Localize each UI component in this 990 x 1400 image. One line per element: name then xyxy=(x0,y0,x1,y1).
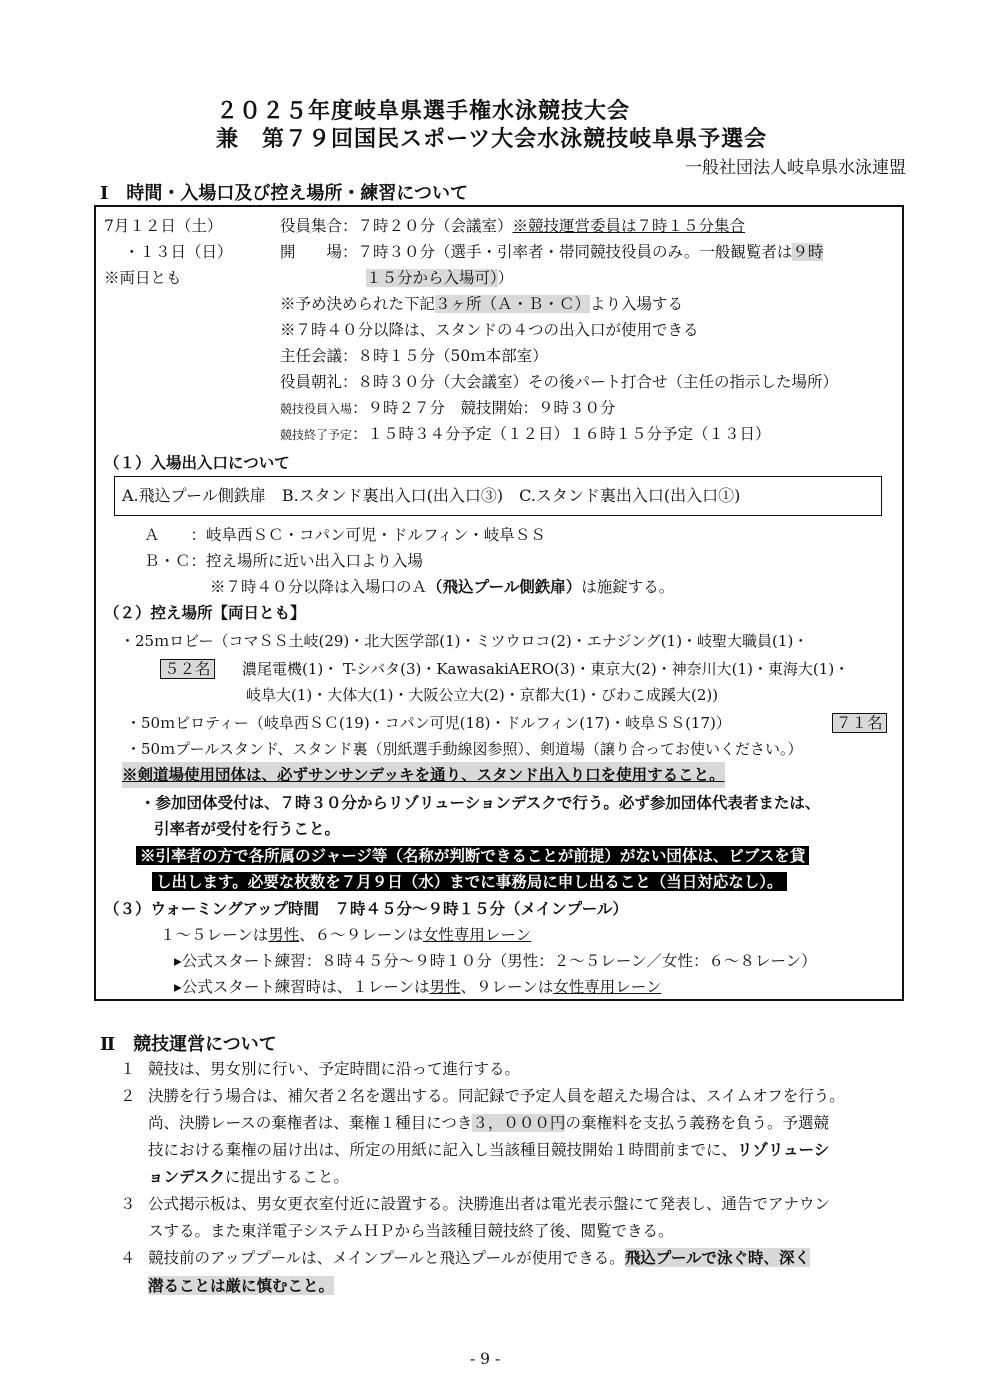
entrance-bc: Ｂ・Ｃ：控え場所に近い出入口より入場 xyxy=(144,552,424,570)
reception-line2: 引率者が受付を行うこと。 xyxy=(154,819,341,838)
schedule-opening: 開 場：７時３０分（選手・引率者・帯同競技役員のみ。一般観覧者は９時 xyxy=(280,243,824,261)
title-line2: 兼 第７９回国民スポーツ大会水泳競技岐阜県予選会 xyxy=(216,126,768,152)
title-line1: ２０２５年度岐阜県選手権水泳競技大会 xyxy=(216,98,631,124)
section1-heading: Ⅰ 時間・入場口及び控え場所・練習について xyxy=(100,183,469,204)
item3-line1: 公式掲示板は、男女更衣室付近に設置する。決勝進出者は電光表示盤にて発表し、通告でアナウン xyxy=(148,1195,831,1213)
lobby-line1: ・25ｍロビー（コマＳＳ土岐(29)・北大医学部(1)・ミツウロコ(2)・エナジング(1)・岐聖大職員(1)・ xyxy=(120,632,809,650)
lobby-count: ５２名 xyxy=(160,656,215,682)
entrance-lock-note: ※７時４０分以降は入場口のＡ（飛込プール側鉄扉）は施錠する。 xyxy=(210,577,675,596)
schedule-end: 競技終了予定：１５時３４分予定（１２日）１６時１５分予定（１３日） xyxy=(280,425,771,443)
kendo-note: ※剣道場使用団体は、必ずサンサンデッキを通り、スタンド出入り口を使用すること。 xyxy=(122,762,725,788)
item1-number: １ xyxy=(120,1060,136,1078)
date-12: 7月１２日（土） xyxy=(104,217,223,235)
piloti-count: ７１名 xyxy=(832,710,887,736)
schedule-chief-meeting: 主任会議：８時１５分（50ｍ本部室） xyxy=(280,347,548,365)
schedule-opening-cont: １５分から入場可）） xyxy=(366,269,514,287)
item3-number: ３ xyxy=(120,1195,136,1213)
schedule-officials-gather: 役員集合：７時２０分（会議室）※競技運営委員は７時１５分集合 xyxy=(280,217,746,235)
entrances-heading: （１）入場出入口について xyxy=(104,453,290,472)
item2-number: ２ xyxy=(120,1087,136,1105)
entrance-a: Ａ ：岐阜西ＳＣ・コパン可児・ドルフィン・岐阜ＳＳ xyxy=(144,526,546,544)
start-practice-lanes: ▸公式スタート練習時は、１レーンは男性、９レーンは女性専用レーン xyxy=(174,978,662,996)
lobby-line2: 濃尾電機(1)・ T-シバタ(3)・KawasakiAERO(3)・東京大(2)・神奈川大(1)・東海大(1)・ xyxy=(242,660,850,678)
item3-line2: スする。また東洋電子システムＨＰから当該種目競技終了後、閲覧できる。 xyxy=(148,1222,674,1240)
piloti-line: ・50ｍピロティー（岐阜西ＳＣ(19)・コパン可児(18)・ドルフィン(17)・岐阜ＳＳ(17)） xyxy=(126,714,731,732)
section2-heading: Ⅱ 競技運営について xyxy=(100,1034,277,1055)
page-number: - 9 - xyxy=(470,1350,501,1368)
stand-line: ・50ｍプールスタンド、スタンド裏（別紙選手動線図参照）、剣道場（譲り合ってお使いください。） xyxy=(126,740,803,758)
item4-line1: 競技前のアッププールは、メインプールと飛込プールが使用できる。飛込プールで泳ぐ時、深く xyxy=(148,1248,811,1267)
bibs-line2: し出します。必要な枚数を７月９日（水）までに事務局に申し出ること（当日対応なし）。 xyxy=(152,869,787,895)
warmup-lanes: １～５レーンは男性、６～９レーンは女性専用レーン xyxy=(160,926,532,944)
item4-number: ４ xyxy=(120,1249,136,1267)
date-both: ※両日とも xyxy=(104,269,182,287)
schedule-entry-note: ※予め決められた下記３ヶ所（Ａ・Ｂ・Ｃ）より入場する xyxy=(280,295,684,313)
waiting-heading: （２）控え場所【両日とも】 xyxy=(104,603,306,622)
reception-line1: ・参加団体受付は、７時３０分からリゾリューションデスクで行う。必ず参加団体代表者または、 xyxy=(140,793,821,812)
item2-line4: ョンデスクに提出すること。 xyxy=(148,1167,349,1186)
item2-line2: 尚、決勝レースの棄権者は、棄権１種目につき３，０００円の棄権料を支払う義務を負う。予選競 xyxy=(148,1114,829,1132)
item1-text: 競技は、男女別に行い、予定時間に沿って進行する。 xyxy=(148,1060,521,1078)
date-13: ・１３日（日） xyxy=(124,243,233,261)
schedule-after-740: ※７時４０分以降は、スタンドの４つの出入口が使用できる xyxy=(280,321,699,339)
schedule-morning-assembly: 役員朝礼：８時３０分（大会議室）その後パート打合せ（主任の指示した場所） xyxy=(280,373,839,391)
item4-line2: 潜ることは厳に慎むこと。 xyxy=(148,1276,335,1295)
warmup-heading: （３）ウォーミングアップ時間 ７時４５分～９時１５分（メインプール） xyxy=(104,899,628,918)
organizer: 一般社団法人岐阜県水泳連盟 xyxy=(685,158,906,178)
lobby-line3: 岐阜大(1)・大体大(1)・大阪公立大(2)・京都大(1)・びわこ成蹊大(2)) xyxy=(246,686,719,704)
entrances-list: A.飛込プール側鉄扉 B.スタンド裏出入口(出入口③) C.スタンド裏出入口(出入口①) xyxy=(122,486,741,505)
item2-line1: 決勝を行う場合は、補欠者２名を選出する。同記録で予定人員を超えた場合は、スイムオフを行う。 xyxy=(148,1087,845,1105)
item2-line3: 技における棄権の届け出は、所定の用紙に記入し当該種目競技開始１時間前までに、リゾリューシ xyxy=(148,1140,830,1159)
bibs-line1: ※引率者の方で各所属のジャージ等（名称が判断できることが前提）がない団体は、ビブスを貸 xyxy=(136,843,809,869)
schedule-official-entry: 競技役員入場：９時２７分 競技開始：９時３０分 xyxy=(280,399,616,417)
start-practice-time: ▸公式スタート練習：８時４５分～９時１０分（男性：２～５レーン／女性：６～８レーン） xyxy=(174,952,817,970)
